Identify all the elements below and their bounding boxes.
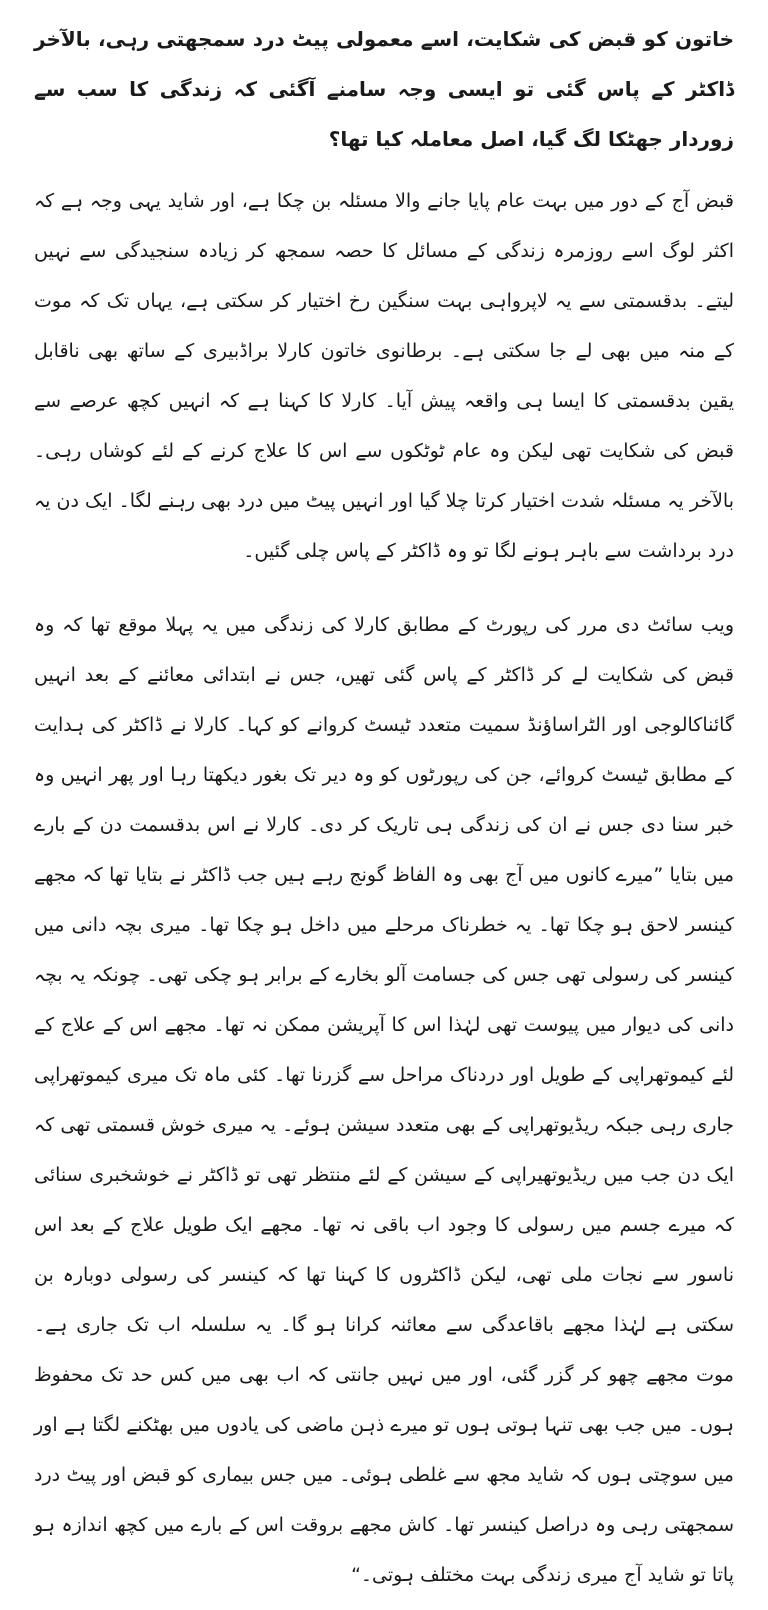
article-headline: خاتون کو قبض کی شکایت، اسے معمولی پیٹ درد سمجھتی رہی، بالآخر ڈاکٹر کے پاس گئی تو ایسی وجہ سامنے آگئی کہ زندگی کا سب سے زوردار جھٹکا لگ گیا، اصل معاملہ کیا تھا؟ [34, 27, 734, 151]
article-paragraph-2: ویب سائٹ دی مرر کی رپورٹ کے مطابق کارلا کی زندگی میں یہ پہلا موقع تھا کہ وہ قبض کی شکایت لے کر ڈاکٹر کے پاس گئی تھیں، جس نے ابتدائی معائنے کے بعد انہیں گائناکالوجی اور الٹراساؤنڈ سمیت متعدد ٹیسٹ کروانے کو کہا۔ کارلا نے ڈاکٹر کی ہدایت کے مطابق ٹیسٹ کروائے، جن کی رپورٹوں کو وہ دیر تک بغور دیکھتا رہا اور پھر انہیں وہ خبر سنا دی جس نے ان کی زندگی ہی تاریک کر دی۔ کارلا نے اس بدقسمت دن کے بارے میں بتایا ”میرے کانوں میں آج بھی وہ الفاظ گونج رہے ہیں جب ڈاکٹر نے بتایا تھا کہ مجھے کینسر لاحق ہو چکا تھا۔ یہ خطرناک مرحلے میں داخل ہو چکا تھا۔ میری بچہ دانی میں کینسر کی رسولی تھی جس کی جسامت آلو بخارے کے برابر ہو چکی تھی۔ چونکہ یہ بچہ دانی کی دیوار میں پیوست تھی لہٰذا اس کا آپریشن ممکن نہ تھا۔ مجھے اس کے علاج کے لئے کیموتھراپی کے طویل اور دردناک مراحل سے گزرنا تھا۔ کئی ماہ تک میری کیموتھراپی جاری رہی جبکہ ریڈیوتھراپی کے بھی متعدد سیشن ہوئے۔ یہ میری خوش قسمتی تھی کہ ایک دن جب میں ریڈیوتھیراپی کے سیشن کے لئے منتظر تھی تو ڈاکٹر نے خوشخبری سنائی کہ میرے جسم میں رسولی کا وجود اب باقی نہ تھا۔ مجھے ایک طویل علاج کے بعد اس ناسور سے نجات ملی تھی، لیکن ڈاکٹروں کا کہنا تھا کہ کینسر کی رسولی دوبارہ بن سکتی ہے لہٰذا مجھے باقاعدگی سے معائنہ کرانا ہو گا۔ یہ سلسلہ اب تک جاری ہے۔ موت مجھے چھو کر گزر گئی، اور میں نہیں جانتی کہ اب بھی میں کس حد تک محفوظ ہوں۔ میں جب بھی تنہا ہوتی ہوں تو میرے ذہن ماضی کی یادوں میں بھٹکنے لگتا ہے اور میں سوچتی ہوں کہ شاید مجھ سے غلطی ہوئی۔ میں جس بیماری کو قبض اور پیٹ درد سمجھتی رہی وہ دراصل کینسر تھا۔ کاش مجھے بروقت اس کے بارے میں کچھ اندازہ ہو پاتا تو شاید آج میری زندگی بہت مختلف ہوتی۔“ [34, 614, 734, 1586]
article-paragraph-1: قبض آج کے دور میں بہت عام پایا جانے والا مسئلہ بن چکا ہے، اور شاید یہی وجہ ہے کہ اکثر لوگ اسے روزمرہ زندگی کے مسائل کا حصہ سمجھ کر زیادہ سنجیدگی سے نہیں لیتے۔ بدقسمتی سے یہ لاپرواہی بہت سنگین رخ اختیار کر سکتی ہے، یہاں تک کہ موت کے منہ میں بھی لے جا سکتی ہے۔ برطانوی خاتون کارلا براڈبیری کے ساتھ بھی ناقابل یقین بدقسمتی کا ایسا ہی واقعہ پیش آیا۔ کارلا کا کہنا ہے کہ انہیں کچھ عرصے سے قبض کی شکایت تھی لیکن وہ عام ٹوٹکوں سے اس کا علاج کرنے کے لئے کوشاں رہی۔ بالآخر یہ مسئلہ شدت اختیار کرتا چلا گیا اور انہیں پیٹ میں درد بھی رہنے لگا۔ ایک دن یہ درد برداشت سے باہر ہونے لگا تو وہ ڈاکٹر کے پاس چلی گئیں۔ [34, 190, 734, 562]
